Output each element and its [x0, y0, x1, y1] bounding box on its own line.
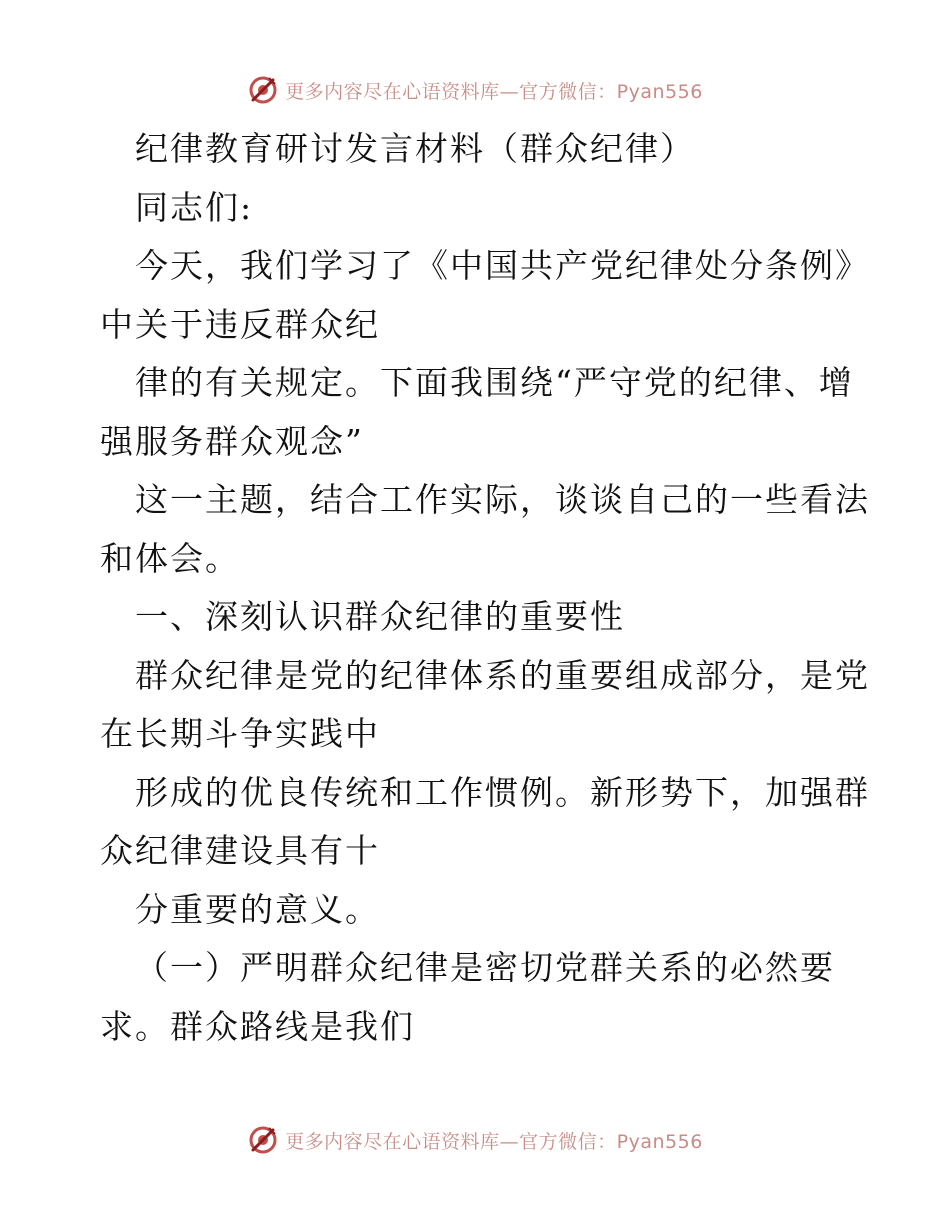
subsection-heading: （一）严明群众纪律是密切党群关系的必然要	[135, 948, 835, 987]
watermark-text: 更多内容尽在心语资料库—官方微信：Pyan556	[285, 80, 703, 103]
watermark-group	[247, 1124, 703, 1156]
document-body	[100, 120, 870, 1056]
doc-line: 律的有关规定。下面我围绕“严守党的纪律、增	[135, 363, 854, 402]
doc-line: 求。群众路线是我们	[100, 1006, 415, 1046]
watermark-wechat-id: Pyan556	[616, 80, 703, 103]
doc-salutation: 同志们:	[135, 187, 254, 227]
doc-line: 分重要的意义。	[135, 889, 380, 929]
doc-line: 众纪律建设具有十	[100, 831, 380, 870]
brand-logo-icon	[247, 1124, 279, 1156]
watermark-header	[0, 70, 950, 110]
doc-title: 纪律教育研讨发言材料（群众纪律）	[135, 129, 695, 168]
doc-line: 这一主题，结合工作实际，谈谈自己的一些看法	[135, 480, 870, 519]
watermark-wechat-id: Pyan556	[616, 1130, 703, 1153]
brand-logo-icon	[247, 74, 279, 106]
watermark-text: 更多内容尽在心语资料库—官方微信：Pyan556	[285, 1130, 703, 1153]
doc-line: 形成的优良传统和工作惯例。新形势下，加强群	[135, 772, 870, 812]
doc-line: 中关于违反群众纪	[100, 304, 380, 344]
watermark-group	[247, 74, 703, 106]
doc-line: 强服务群众观念”	[100, 421, 364, 461]
watermark-footer	[0, 1120, 950, 1160]
doc-line: 群众纪律是党的纪律体系的重要组成部分，是党	[135, 655, 870, 695]
section-heading: 一、深刻认识群众纪律的重要性	[135, 597, 625, 636]
doc-line: 和体会。	[100, 538, 240, 578]
doc-line: 在长期斗争实践中	[100, 714, 380, 753]
doc-line: 今天，我们学习了《中国共产党纪律处分条例》	[135, 246, 870, 285]
